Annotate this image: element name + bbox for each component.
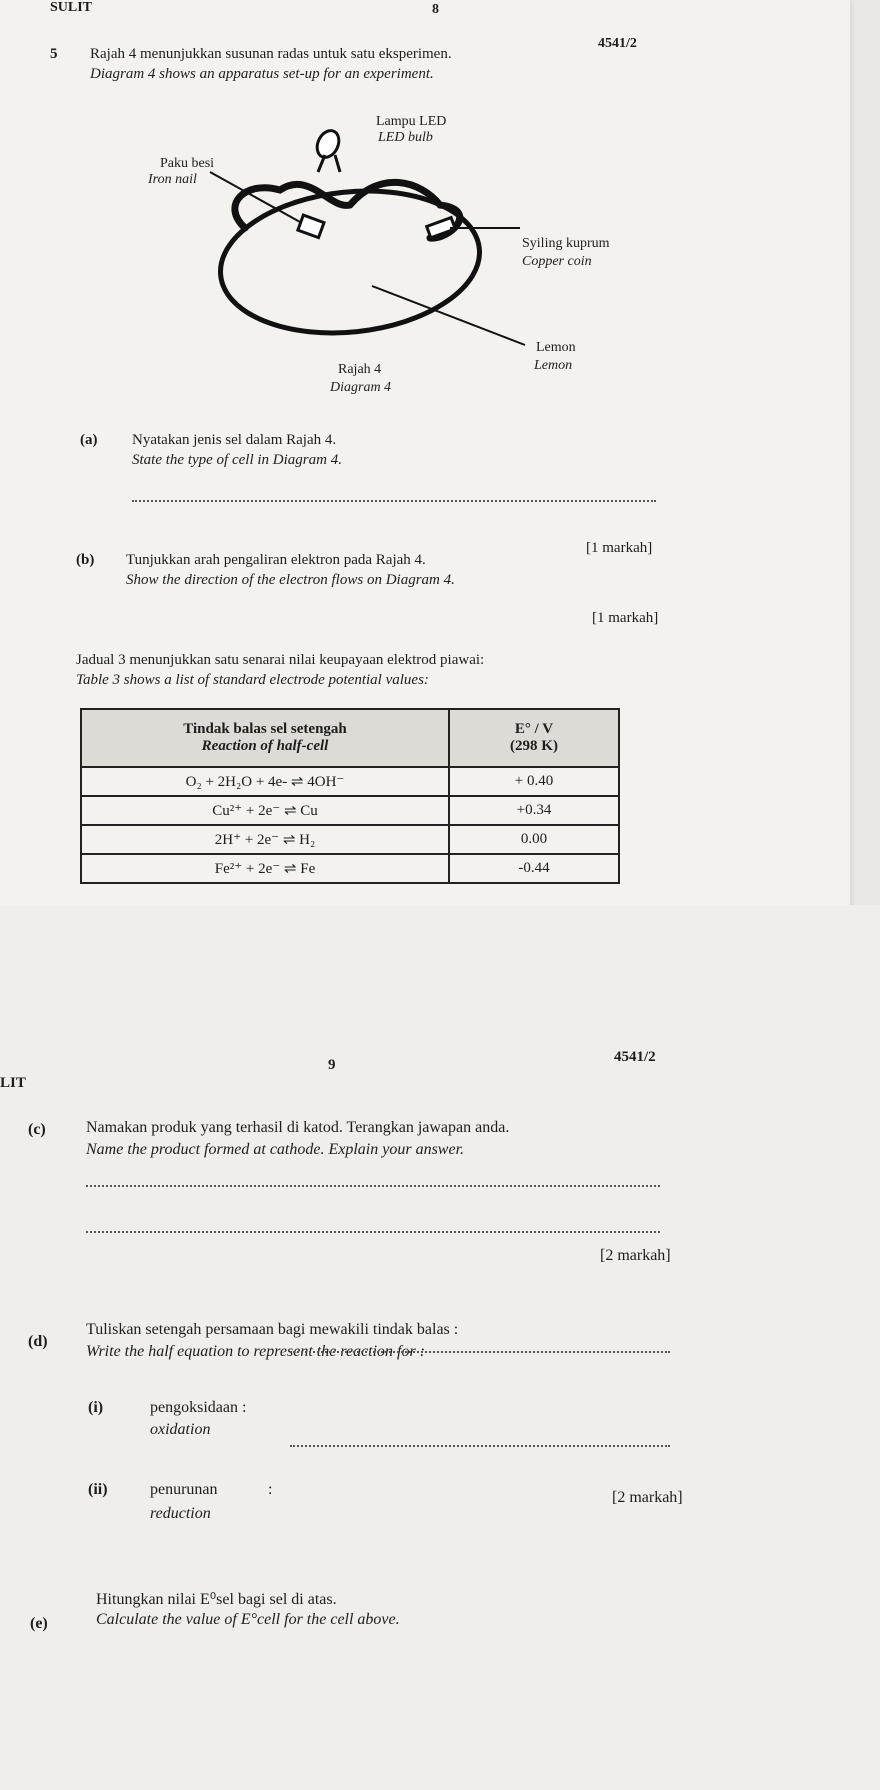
- header-potential-temp: (298 K): [510, 738, 558, 754]
- reduction-malay: penurunan: [150, 1481, 218, 1498]
- header-half-cell-malay: Tindak balas sel setengah: [183, 721, 347, 737]
- table-header-row: [81, 709, 619, 767]
- potential-value: 0.00: [449, 825, 619, 854]
- potential-value: + 0.40: [449, 767, 619, 796]
- intro-english: Diagram 4 shows an apparatus set-up for an experiment.: [90, 66, 434, 82]
- question-e-english: Calculate the value of E°cell for the cell above.: [96, 1611, 400, 1628]
- oxidation-english: oxidation: [150, 1421, 211, 1438]
- question-d-i-label: (i): [88, 1399, 104, 1416]
- question-d-english: Write the half equation to represent the reaction for :: [86, 1343, 426, 1360]
- potential-value: +0.34: [449, 796, 619, 825]
- question-c-malay: Namakan produk yang terhasil di katod. Terangkan jawapan anda.: [86, 1119, 510, 1136]
- reduction-colon: :: [268, 1481, 273, 1498]
- marks-d: [2 markah]: [612, 1489, 683, 1506]
- question-d-label: (d): [28, 1333, 48, 1350]
- question-number: 5: [50, 46, 58, 62]
- question-e-malay: Hitungkan nilai E⁰sel bagi sel di atas.: [96, 1591, 337, 1608]
- exam-page-8: [0, 0, 850, 910]
- header-half-cell-english: Reaction of half-cell: [201, 738, 329, 754]
- label-led-malay: Lampu LED: [376, 114, 447, 129]
- iron-nail-icon: [210, 172, 324, 238]
- table-intro-english: Table 3 shows a list of standard electrode potential values:: [76, 672, 429, 688]
- label-lemon-english: Lemon: [534, 358, 573, 373]
- page-number: 9: [328, 1057, 336, 1073]
- header-potential: [449, 709, 619, 767]
- question-e-label: (e): [30, 1615, 48, 1632]
- intro-malay: Rajah 4 menunjukkan susunan radas untuk satu eksperimen.: [90, 46, 452, 62]
- question-b-malay: Tunjukkan arah pengaliran elektron pada Rajah 4.: [126, 552, 426, 568]
- half-equation: Fe²⁺ + 2e⁻ ⇌ Fe: [81, 854, 449, 883]
- header-sulit: SULIT: [50, 0, 93, 15]
- label-lemon-malay: Lemon: [536, 340, 576, 355]
- led-bulb-icon: [313, 127, 343, 172]
- answer-line-d-top[interactable]: [290, 1351, 670, 1353]
- header-potential-unit: E° / V: [514, 721, 554, 737]
- header-half-cell: [81, 709, 449, 767]
- label-led-english: LED bulb: [378, 130, 433, 145]
- paper-code: 4541/2: [614, 1049, 656, 1065]
- question-a-english: State the type of cell in Diagram 4.: [132, 452, 342, 468]
- table-row: [81, 767, 619, 796]
- exam-page-9: [0, 905, 880, 1790]
- question-a-label: (a): [80, 432, 98, 448]
- reduction-english: reduction: [150, 1505, 211, 1522]
- marks-a: [1 markah]: [586, 540, 653, 556]
- question-d-malay: Tuliskan setengah persamaan bagi mewakili tindak balas :: [86, 1321, 459, 1338]
- answer-line-c1[interactable]: [86, 1185, 660, 1187]
- table-row: [81, 825, 619, 854]
- question-b-english: Show the direction of the electron flows on Diagram 4.: [126, 572, 455, 588]
- potential-value: -0.44: [449, 854, 619, 883]
- table-intro-malay: Jadual 3 menunjukkan satu senarai nilai keupayaan elektrod piawai:: [76, 652, 485, 668]
- question-d-ii-label: (ii): [88, 1481, 108, 1498]
- diagram-caption-english: Diagram 4: [330, 380, 392, 395]
- header-sulit-partial: LIT: [0, 1075, 26, 1091]
- page-number: 8: [432, 2, 439, 17]
- diagram-caption-malay: Rajah 4: [338, 362, 382, 377]
- table-row: [81, 796, 619, 825]
- table-row: [81, 854, 619, 883]
- answer-line-a[interactable]: [132, 500, 656, 502]
- marks-b: [1 markah]: [592, 610, 659, 626]
- answer-line-oxidation[interactable]: [290, 1445, 670, 1447]
- electrode-potential-table: [80, 708, 620, 884]
- question-c-english: Name the product formed at cathode. Explain your answer.: [86, 1141, 465, 1158]
- label-nail-english: Iron nail: [148, 172, 197, 187]
- question-c-label: (c): [28, 1121, 46, 1138]
- oxidation-malay: pengoksidaan :: [150, 1399, 247, 1416]
- question-b-label: (b): [76, 552, 95, 568]
- answer-line-c2[interactable]: [86, 1231, 660, 1233]
- lemon-pointer: [372, 286, 525, 345]
- label-nail-malay: Paku besi: [160, 156, 215, 171]
- marks-c: [2 markah]: [600, 1247, 671, 1264]
- label-coin-malay: Syiling kuprum: [522, 236, 610, 251]
- half-equation: 2H⁺ + 2e⁻ ⇌ H₂: [81, 825, 449, 854]
- half-equation: O₂ + 2H₂O + 4e- ⇌ 4OH⁻: [81, 767, 449, 796]
- paper-code: 4541/2: [598, 36, 637, 51]
- label-coin-english: Copper coin: [522, 254, 592, 269]
- half-equation: Cu²⁺ + 2e⁻ ⇌ Cu: [81, 796, 449, 825]
- question-a-malay: Nyatakan jenis sel dalam Rajah 4.: [132, 432, 337, 448]
